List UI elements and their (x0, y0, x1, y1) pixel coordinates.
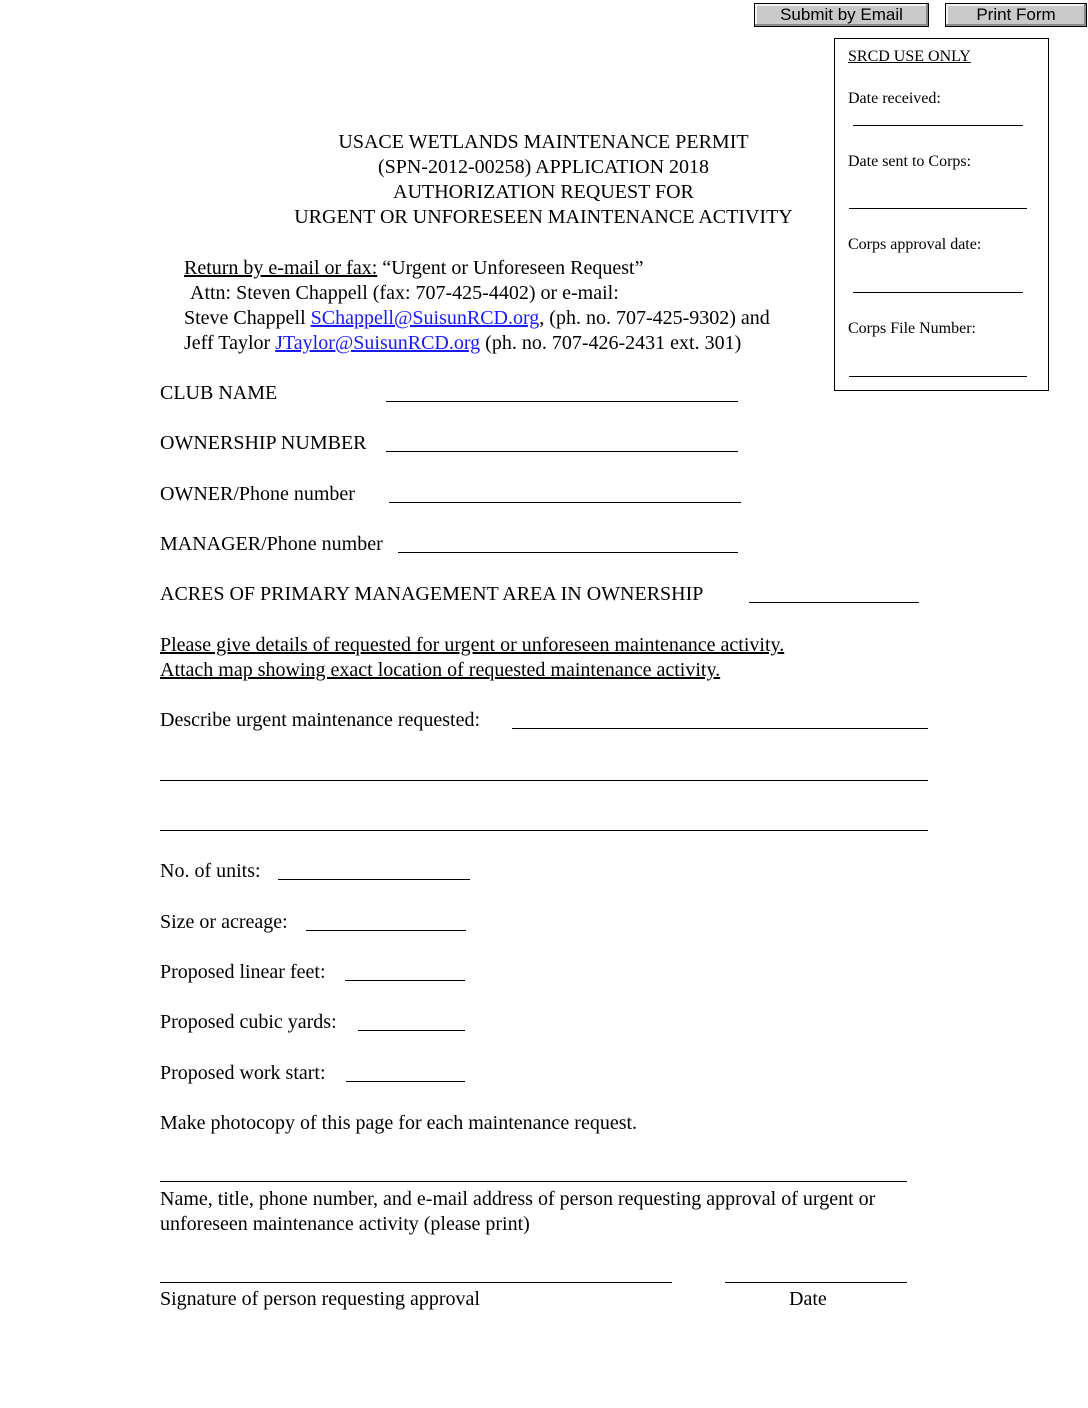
corps-approval-label: Corps approval date: (848, 236, 982, 253)
owner-phone-label: OWNER/Phone number (160, 483, 355, 505)
date-received-line[interactable] (853, 125, 1023, 126)
club-name-label: CLUB NAME (160, 382, 278, 404)
date-label: Date (789, 1288, 827, 1310)
requester-line[interactable] (160, 1181, 907, 1182)
corps-approval-line[interactable] (853, 292, 1023, 293)
linear-feet-label: Proposed linear feet: (160, 961, 326, 983)
date-line[interactable] (725, 1282, 907, 1283)
steve-contact-line (184, 308, 770, 328)
return-label: Return by e-mail or fax: (184, 257, 378, 279)
requester-label-2: unforeseen maintenance activity (please print) (160, 1213, 530, 1235)
photocopy-note: Make photocopy of this page for each maintenance request. (160, 1112, 638, 1134)
print-form-button[interactable]: Print Form (945, 3, 1087, 27)
acres-line[interactable] (749, 602, 919, 603)
return-info-line (184, 258, 643, 278)
manager-phone-line[interactable] (398, 552, 738, 553)
linear-feet-line[interactable] (345, 980, 465, 981)
describe-label: Describe urgent maintenance requested: (160, 709, 481, 731)
header-line-3: AUTHORIZATION REQUEST FOR (393, 181, 694, 203)
ownership-number-label: OWNERSHIP NUMBER (160, 432, 367, 454)
work-start-line[interactable] (346, 1081, 465, 1082)
describe-line-1[interactable] (512, 728, 928, 729)
steve-email-link[interactable]: SChappell@SuisunRCD.org (310, 307, 540, 329)
corps-file-line[interactable] (849, 376, 1027, 377)
signature-label: Signature of person requesting approval (160, 1288, 480, 1310)
corps-file-label: Corps File Number: (848, 320, 976, 337)
ownership-number-line[interactable] (386, 451, 738, 452)
steve-phone: , (ph. no. 707-425-9302) and (539, 307, 770, 329)
signature-line[interactable] (160, 1282, 672, 1283)
describe-line-3[interactable] (160, 830, 928, 831)
work-start-label: Proposed work start: (160, 1062, 326, 1084)
header-line-2: (SPN-2012-00258) APPLICATION 2018 (377, 156, 710, 178)
header-line-1: USACE WETLANDS MAINTENANCE PERMIT (338, 131, 749, 153)
size-line[interactable] (306, 930, 466, 931)
units-label: No. of units: (160, 860, 261, 882)
steve-name: Steve Chappell (184, 307, 311, 329)
attn-line: Attn: Steven Chappell (fax: 707-425-4402) or e-mail: (190, 282, 619, 304)
date-sent-line[interactable] (849, 208, 1027, 209)
manager-phone-label: MANAGER/Phone number (160, 533, 383, 555)
jeff-phone: (ph. no. 707-426-2431 ext. 301) (480, 332, 742, 354)
submit-by-email-button[interactable]: Submit by Email (754, 3, 929, 27)
date-sent-label: Date sent to Corps: (848, 153, 972, 170)
describe-line-2[interactable] (160, 780, 928, 781)
size-label: Size or acreage: (160, 911, 288, 933)
acres-label: ACRES OF PRIMARY MANAGEMENT AREA IN OWNERSHIP (160, 583, 704, 605)
return-quote: “Urgent or Unforeseen Request” (377, 257, 644, 279)
jeff-contact-line (184, 333, 741, 353)
cubic-yards-line[interactable] (358, 1030, 465, 1031)
instructions-line-1: Please give details of requested for urgent or unforeseen maintenance activity. (160, 634, 785, 656)
srcd-title: SRCD USE ONLY (848, 48, 971, 65)
srcd-use-only-box (834, 38, 1049, 391)
cubic-yards-label: Proposed cubic yards: (160, 1011, 337, 1033)
instructions-line-2: Attach map showing exact location of requested maintenance activity. (160, 659, 721, 681)
date-received-label: Date received: (848, 90, 941, 107)
requester-label-1: Name, title, phone number, and e-mail address of person requesting approval of urgent or (160, 1188, 876, 1210)
jeff-email-link[interactable]: JTaylor@SuisunRCD.org (275, 332, 481, 354)
units-line[interactable] (278, 879, 470, 880)
owner-phone-line[interactable] (389, 502, 741, 503)
jeff-name: Jeff Taylor (184, 332, 276, 354)
header-line-4: URGENT OR UNFORESEEN MAINTENANCE ACTIVITY (294, 206, 793, 228)
club-name-line[interactable] (386, 401, 738, 402)
